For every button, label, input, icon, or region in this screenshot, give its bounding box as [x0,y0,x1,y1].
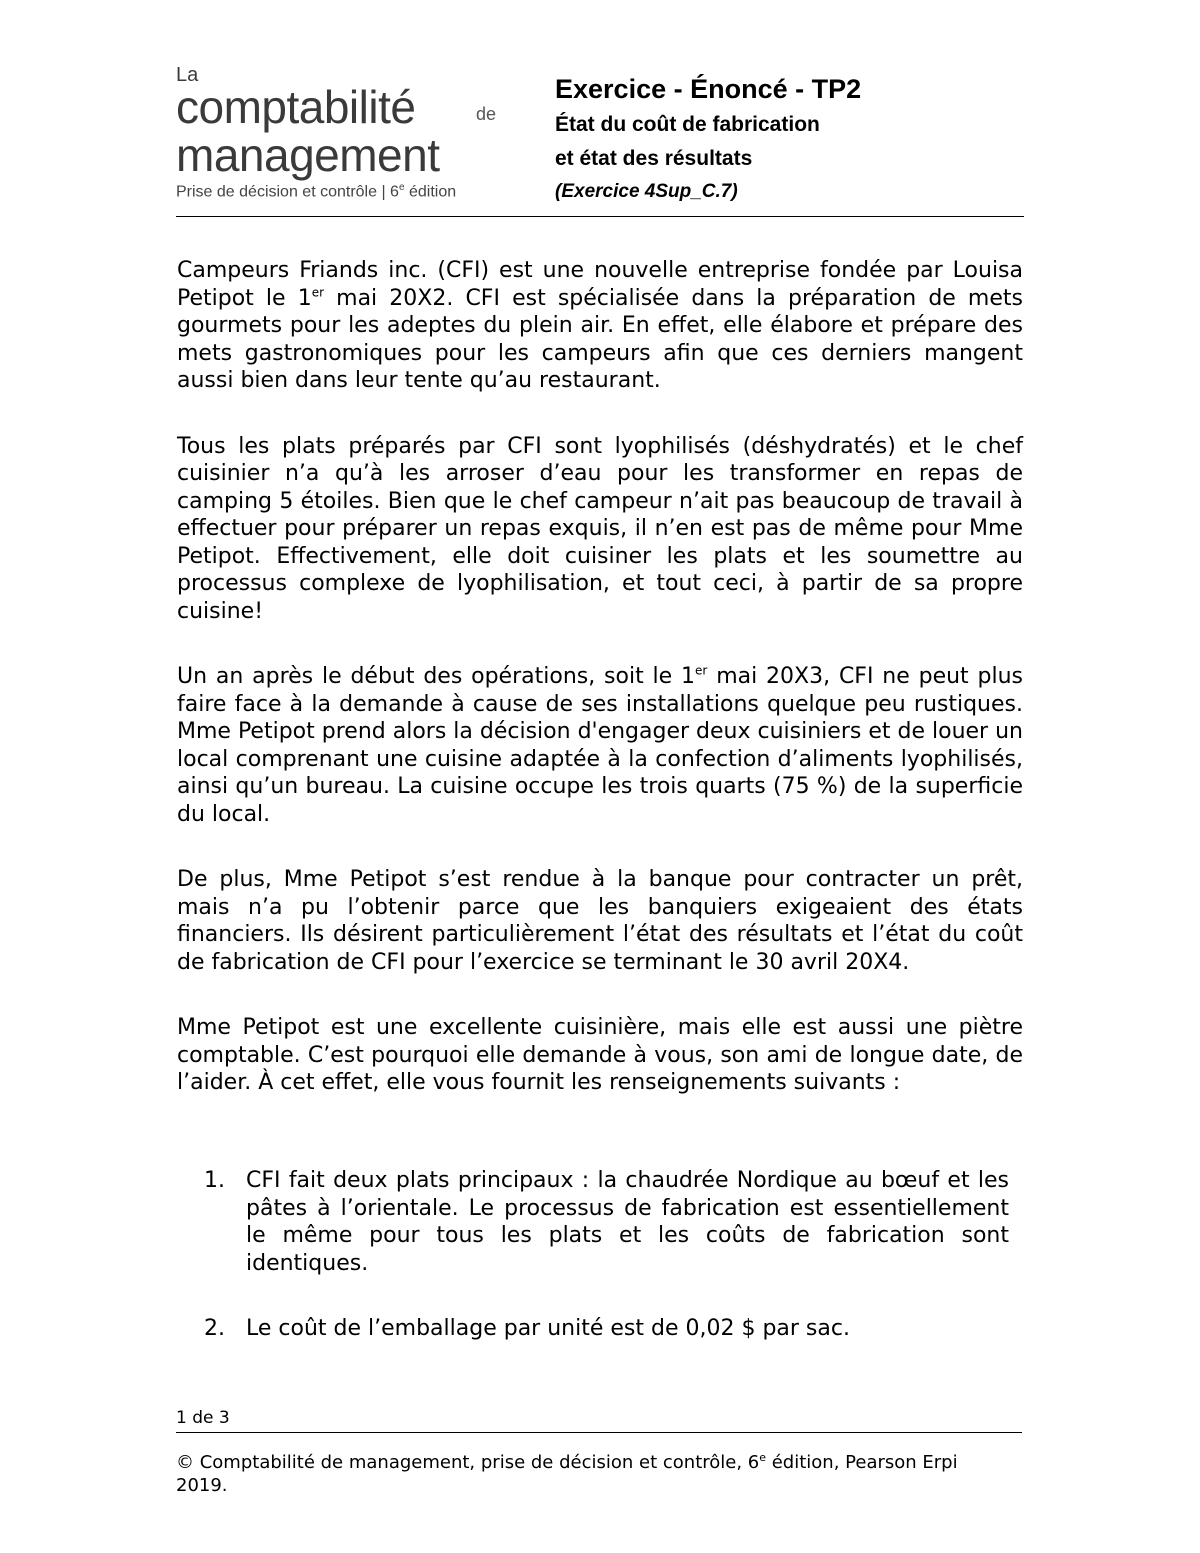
list-item-number: 2. [204,1316,225,1341]
logo-de: de [476,104,497,124]
header-divider [176,216,1024,217]
logo [176,64,526,204]
logo-word-management: management [176,129,440,181]
logo-subtitle: Prise de décision et contrôle | 6e édition [176,182,457,201]
paragraph-5: Mme Petipot est une excellente cuisinière, mais elle est aussi une piètre comptable. C’est pourquoi elle demande à vous, son ami de longue date, de l’aider. À cet effet, elle vous fournit les renseignements suivants : [177,1015,1023,1095]
list-item-number: 1. [204,1168,225,1193]
paragraph-1: Campeurs Friands inc. (CFI) est une nouvelle entreprise fondée par Louisa Petipot le 1er mai 20X2. CFI est spécialisée dans la préparation de mets gourmets pour les adeptes du plein air. En effet, elle élabore et prépare des mets gastronomiques pour les campeurs afin que ces derniers mangent aussi bien dans leur tente qu’au restaurant. [177,258,1023,393]
header-subtitle-2: et état des résultats [555,147,753,170]
paragraph-3: Un an après le début des opérations, soit le 1er mai 20X3, CFI ne peut plus faire face à la demande à cause de ses installations quelque peu rustiques. Mme Petipot prend alors la décision d'engager deux cuisiniers et de louer un local comprenant une cuisine adaptée à la confection d’aliments lyophilisés, ainsi qu’un bureau. La cuisine occupe les trois quarts (75 %) de la superficie du local. [177,663,1023,827]
list-item-text: CFI fait deux plats principaux : la chaudrée Nordique au bœuf et les pâtes à l’orientale. Le processus de fabrication est essentiellement le même pour tous les plats et les coûts de fabrication sont identiques. [246,1168,1009,1276]
list-item [177,1167,1009,1277]
paragraph-4: De plus, Mme Petipot s’est rendue à la banque pour contracter un prêt, mais n’a pu l’obtenir parce que les banquiers exigeaient des états financiers. Ils désirent particulièrement l’état des résultats et l’état du coût de fabrication de CFI pour l’exercice se terminant le 30 avril 20X4. [177,867,1023,975]
copyright-notice: © Comptabilité de management, prise de décision et contrôle, 6e édition, Pearson Erpi 2019. [176,1451,958,1496]
paragraph-2: Tous les plats préparés par CFI sont lyophilisés (déshydratés) et le chef cuisinier n’a qu’à les arroser d’eau pour les transformer en repas de camping 5 étoiles. Bien que le chef campeur n’ait pas beaucoup de travail à effectuer pour préparer un repas exquis, il n’en est pas de même pour Mme Petipot. Effectivement, elle doit cuisiner les plats et les soumettre au processus complexe de lyophilisation, et tout ceci, à partir de sa propre cuisine! [177,433,1023,624]
exercise-reference: (Exercice 4Sup_C.7) [555,181,738,202]
list-item [177,1315,1009,1343]
numbered-list [177,1167,1009,1381]
logo-la: La [176,64,199,86]
page-number: 1 de 3 [176,1408,230,1428]
list-item-text: Le coût de l’emballage par unité est de 0,02 $ par sac. [246,1316,850,1341]
footer-divider [176,1432,1022,1433]
document-body [177,257,1023,1135]
header-subtitle-1: État du coût de fabrication [555,113,820,136]
header-title-block [555,70,1025,208]
page-title: Exercice - Énoncé - TP2 [555,74,862,104]
logo-word-comptabilite: comptabilité [176,81,416,133]
